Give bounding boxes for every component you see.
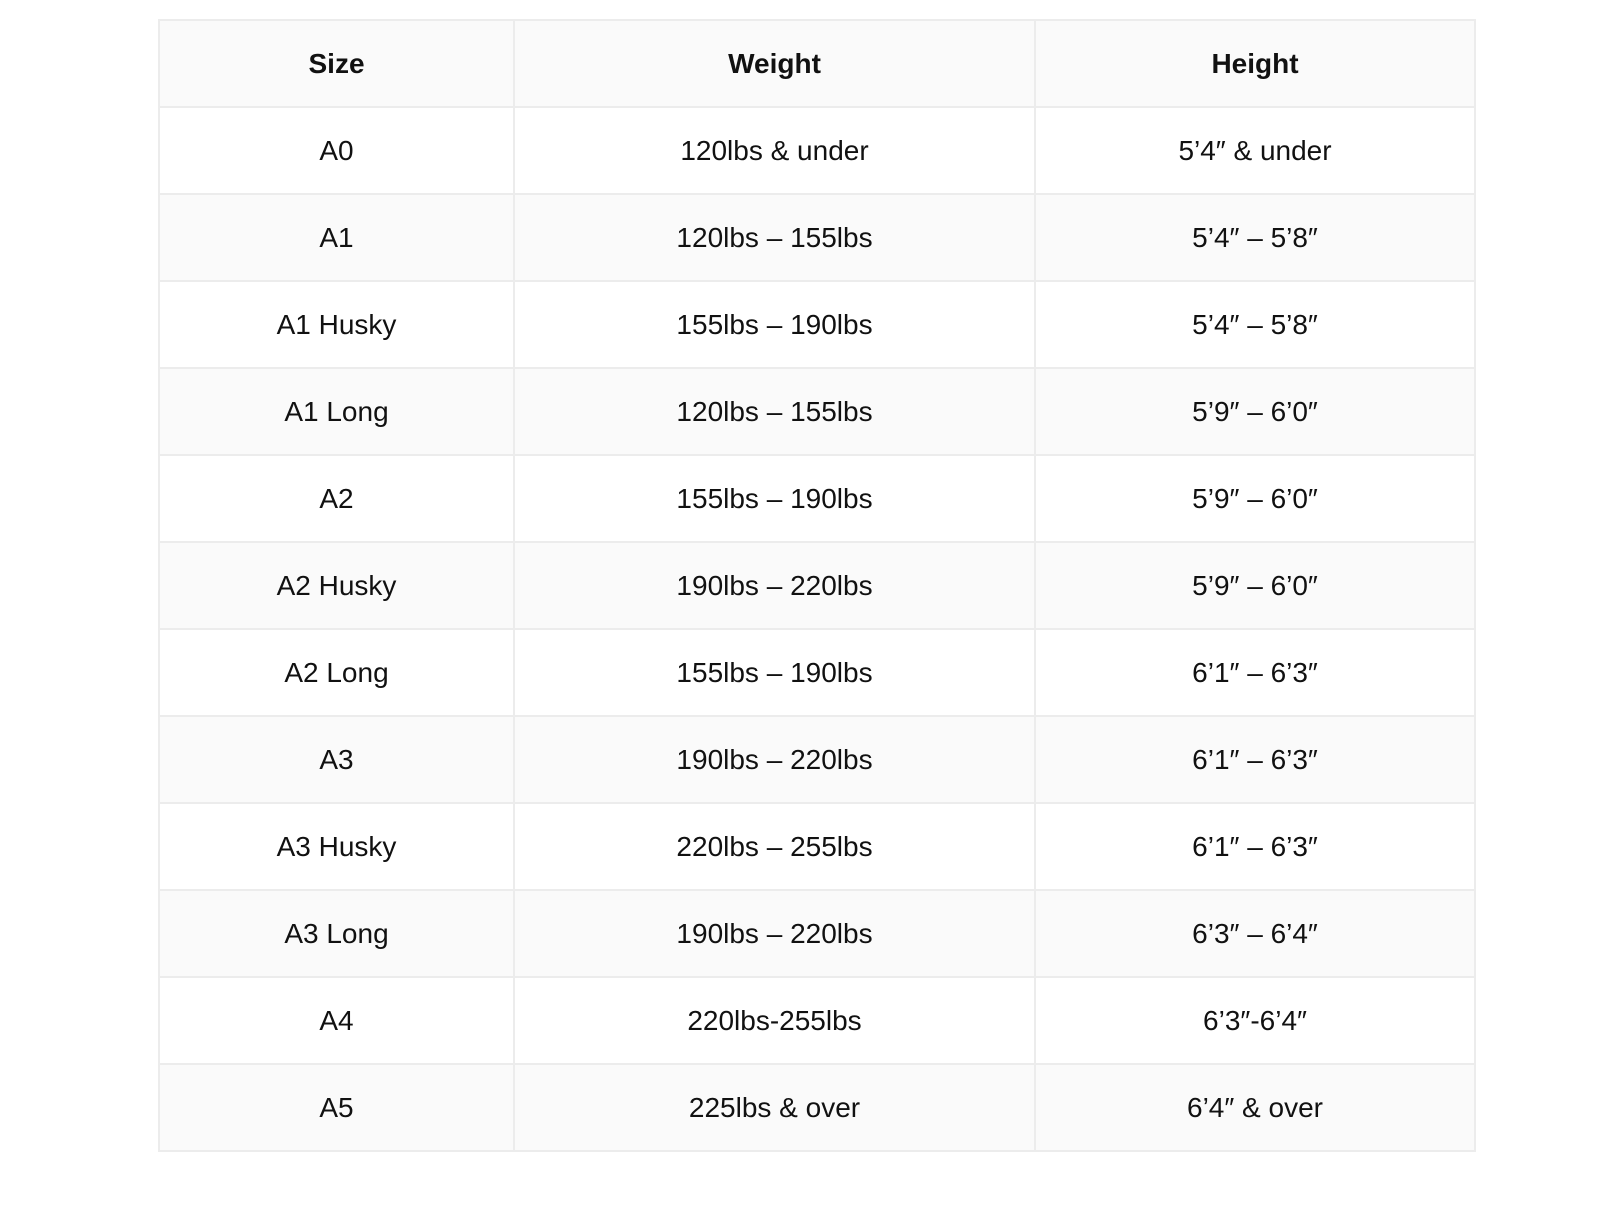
table-row	[159, 977, 1475, 1064]
cell-size: A1 Husky	[159, 281, 514, 368]
cell-height: 5’4″ – 5’8″	[1035, 194, 1475, 281]
cell-height: 5’4″ & under	[1035, 107, 1475, 194]
cell-size: A3	[159, 716, 514, 803]
table-row	[159, 629, 1475, 716]
cell-height: 5’9″ – 6’0″	[1035, 542, 1475, 629]
table-body	[159, 107, 1475, 1151]
cell-height: 6’3″-6’4″	[1035, 977, 1475, 1064]
cell-size: A5	[159, 1064, 514, 1151]
cell-weight: 225lbs & over	[514, 1064, 1035, 1151]
cell-height: 6’4″ & over	[1035, 1064, 1475, 1151]
cell-height: 5’9″ – 6’0″	[1035, 455, 1475, 542]
cell-size: A1	[159, 194, 514, 281]
cell-size: A2	[159, 455, 514, 542]
header-size: Size	[159, 20, 514, 107]
cell-weight: 220lbs-255lbs	[514, 977, 1035, 1064]
cell-weight: 120lbs – 155lbs	[514, 194, 1035, 281]
table-header	[159, 20, 1475, 107]
table-row	[159, 1064, 1475, 1151]
cell-weight: 190lbs – 220lbs	[514, 716, 1035, 803]
cell-height: 6’1″ – 6’3″	[1035, 629, 1475, 716]
cell-size: A0	[159, 107, 514, 194]
header-row	[159, 20, 1475, 107]
cell-height: 5’4″ – 5’8″	[1035, 281, 1475, 368]
table-row	[159, 107, 1475, 194]
table-row	[159, 716, 1475, 803]
cell-weight: 220lbs – 255lbs	[514, 803, 1035, 890]
cell-weight: 155lbs – 190lbs	[514, 455, 1035, 542]
cell-weight: 155lbs – 190lbs	[514, 281, 1035, 368]
cell-weight: 190lbs – 220lbs	[514, 542, 1035, 629]
size-chart-table	[158, 19, 1476, 1152]
cell-size: A2 Long	[159, 629, 514, 716]
cell-height: 6’1″ – 6’3″	[1035, 803, 1475, 890]
cell-size: A3 Long	[159, 890, 514, 977]
cell-size: A1 Long	[159, 368, 514, 455]
cell-height: 6’3″ – 6’4″	[1035, 890, 1475, 977]
cell-size: A4	[159, 977, 514, 1064]
cell-size: A3 Husky	[159, 803, 514, 890]
table-row	[159, 803, 1475, 890]
table-row	[159, 368, 1475, 455]
table-row	[159, 281, 1475, 368]
cell-height: 6’1″ – 6’3″	[1035, 716, 1475, 803]
cell-height: 5’9″ – 6’0″	[1035, 368, 1475, 455]
header-height: Height	[1035, 20, 1475, 107]
table-row	[159, 542, 1475, 629]
table-row	[159, 890, 1475, 977]
cell-weight: 190lbs – 220lbs	[514, 890, 1035, 977]
cell-weight: 120lbs & under	[514, 107, 1035, 194]
cell-weight: 155lbs – 190lbs	[514, 629, 1035, 716]
size-chart-container	[158, 19, 1474, 1152]
cell-size: A2 Husky	[159, 542, 514, 629]
cell-weight: 120lbs – 155lbs	[514, 368, 1035, 455]
table-row	[159, 194, 1475, 281]
header-weight: Weight	[514, 20, 1035, 107]
table-row	[159, 455, 1475, 542]
